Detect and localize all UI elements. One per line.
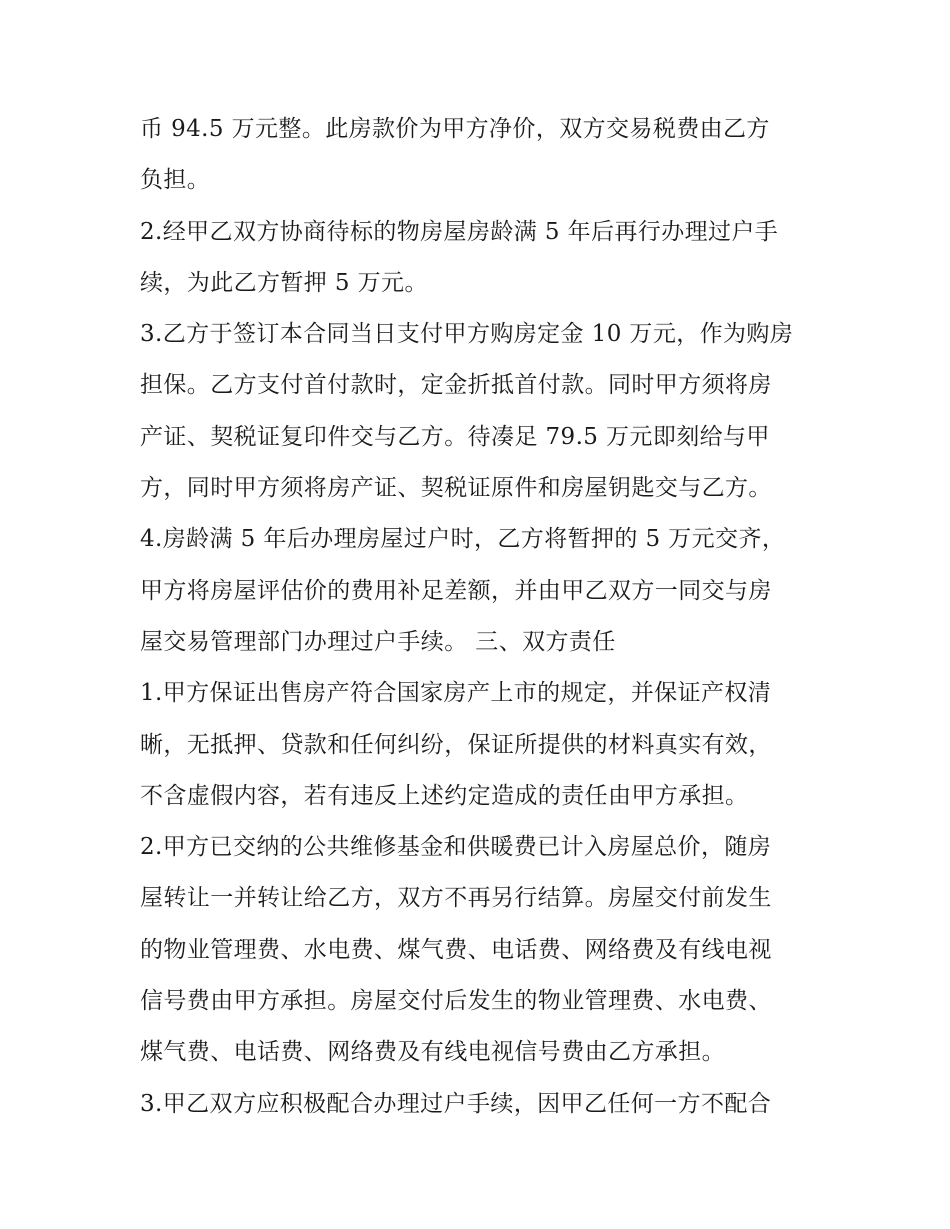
text-line: 3.甲乙双方应积极配合办理过户手续，因甲乙任何一方不配合: [140, 1090, 772, 1117]
text-line: 甲方将房屋评估价的费用补足差额，并由甲乙双方一同交与房: [140, 577, 772, 604]
text-line: 2.经甲乙双方协商待标的物房屋房龄满 5 年后再行办理过户手: [140, 218, 779, 245]
text-line: 信号费由甲方承担。房屋交付后发生的物业管理费、水电费、: [140, 988, 772, 1015]
text-line: 不含虚假内容，若有违反上述约定造成的责任由甲方承担。: [140, 782, 749, 809]
text-line: 的物业管理费、水电费、煤气费、电话费、网络费及有线电视: [140, 936, 772, 963]
text-line: 1.甲方保证出售房产符合国家房产上市的规定，并保证产权清: [140, 680, 772, 707]
text-line: 币 94.5 万元整。此房款价为甲方净价，双方交易税费由乙方: [140, 116, 770, 142]
text-line: 2.甲方已交纳的公共维修基金和供暖费已计入房屋总价，随房: [140, 834, 772, 861]
text-line: 煤气费、电话费、网络费及有线电视信号费由乙方承担。: [140, 1039, 725, 1066]
text-line: 4.房龄满 5 年后办理房屋过户时，乙方将暂押的 5 万元交齐，: [140, 526, 786, 553]
text-line: 方，同时甲方须将房产证、契税证原件和房屋钥匙交与乙方。: [140, 475, 772, 502]
text-line: 3.乙方于签订本合同当日支付甲方购房定金 10 万元，作为购房: [140, 321, 794, 348]
text-line: 屋交易管理部门办理过户手续。 三、双方责任: [140, 628, 616, 655]
text-line: 屋转让一并转让给乙方，双方不再另行结算。房屋交付前发生: [140, 885, 772, 912]
text-line: 产证、契税证复印件交与乙方。待凑足 79.5 万元即刻给与甲: [140, 423, 770, 450]
text-line: 续，为此乙方暂押 5 万元。: [140, 269, 428, 296]
text-line: 担保。乙方支付首付款时，定金折抵首付款。同时甲方须将房: [140, 372, 772, 399]
text-line: 晰，无抵押、贷款和任何纠纷，保证所提供的材料真实有效，: [140, 731, 772, 758]
document-body: [140, 104, 820, 1130]
text-line: 负担。: [140, 167, 211, 194]
